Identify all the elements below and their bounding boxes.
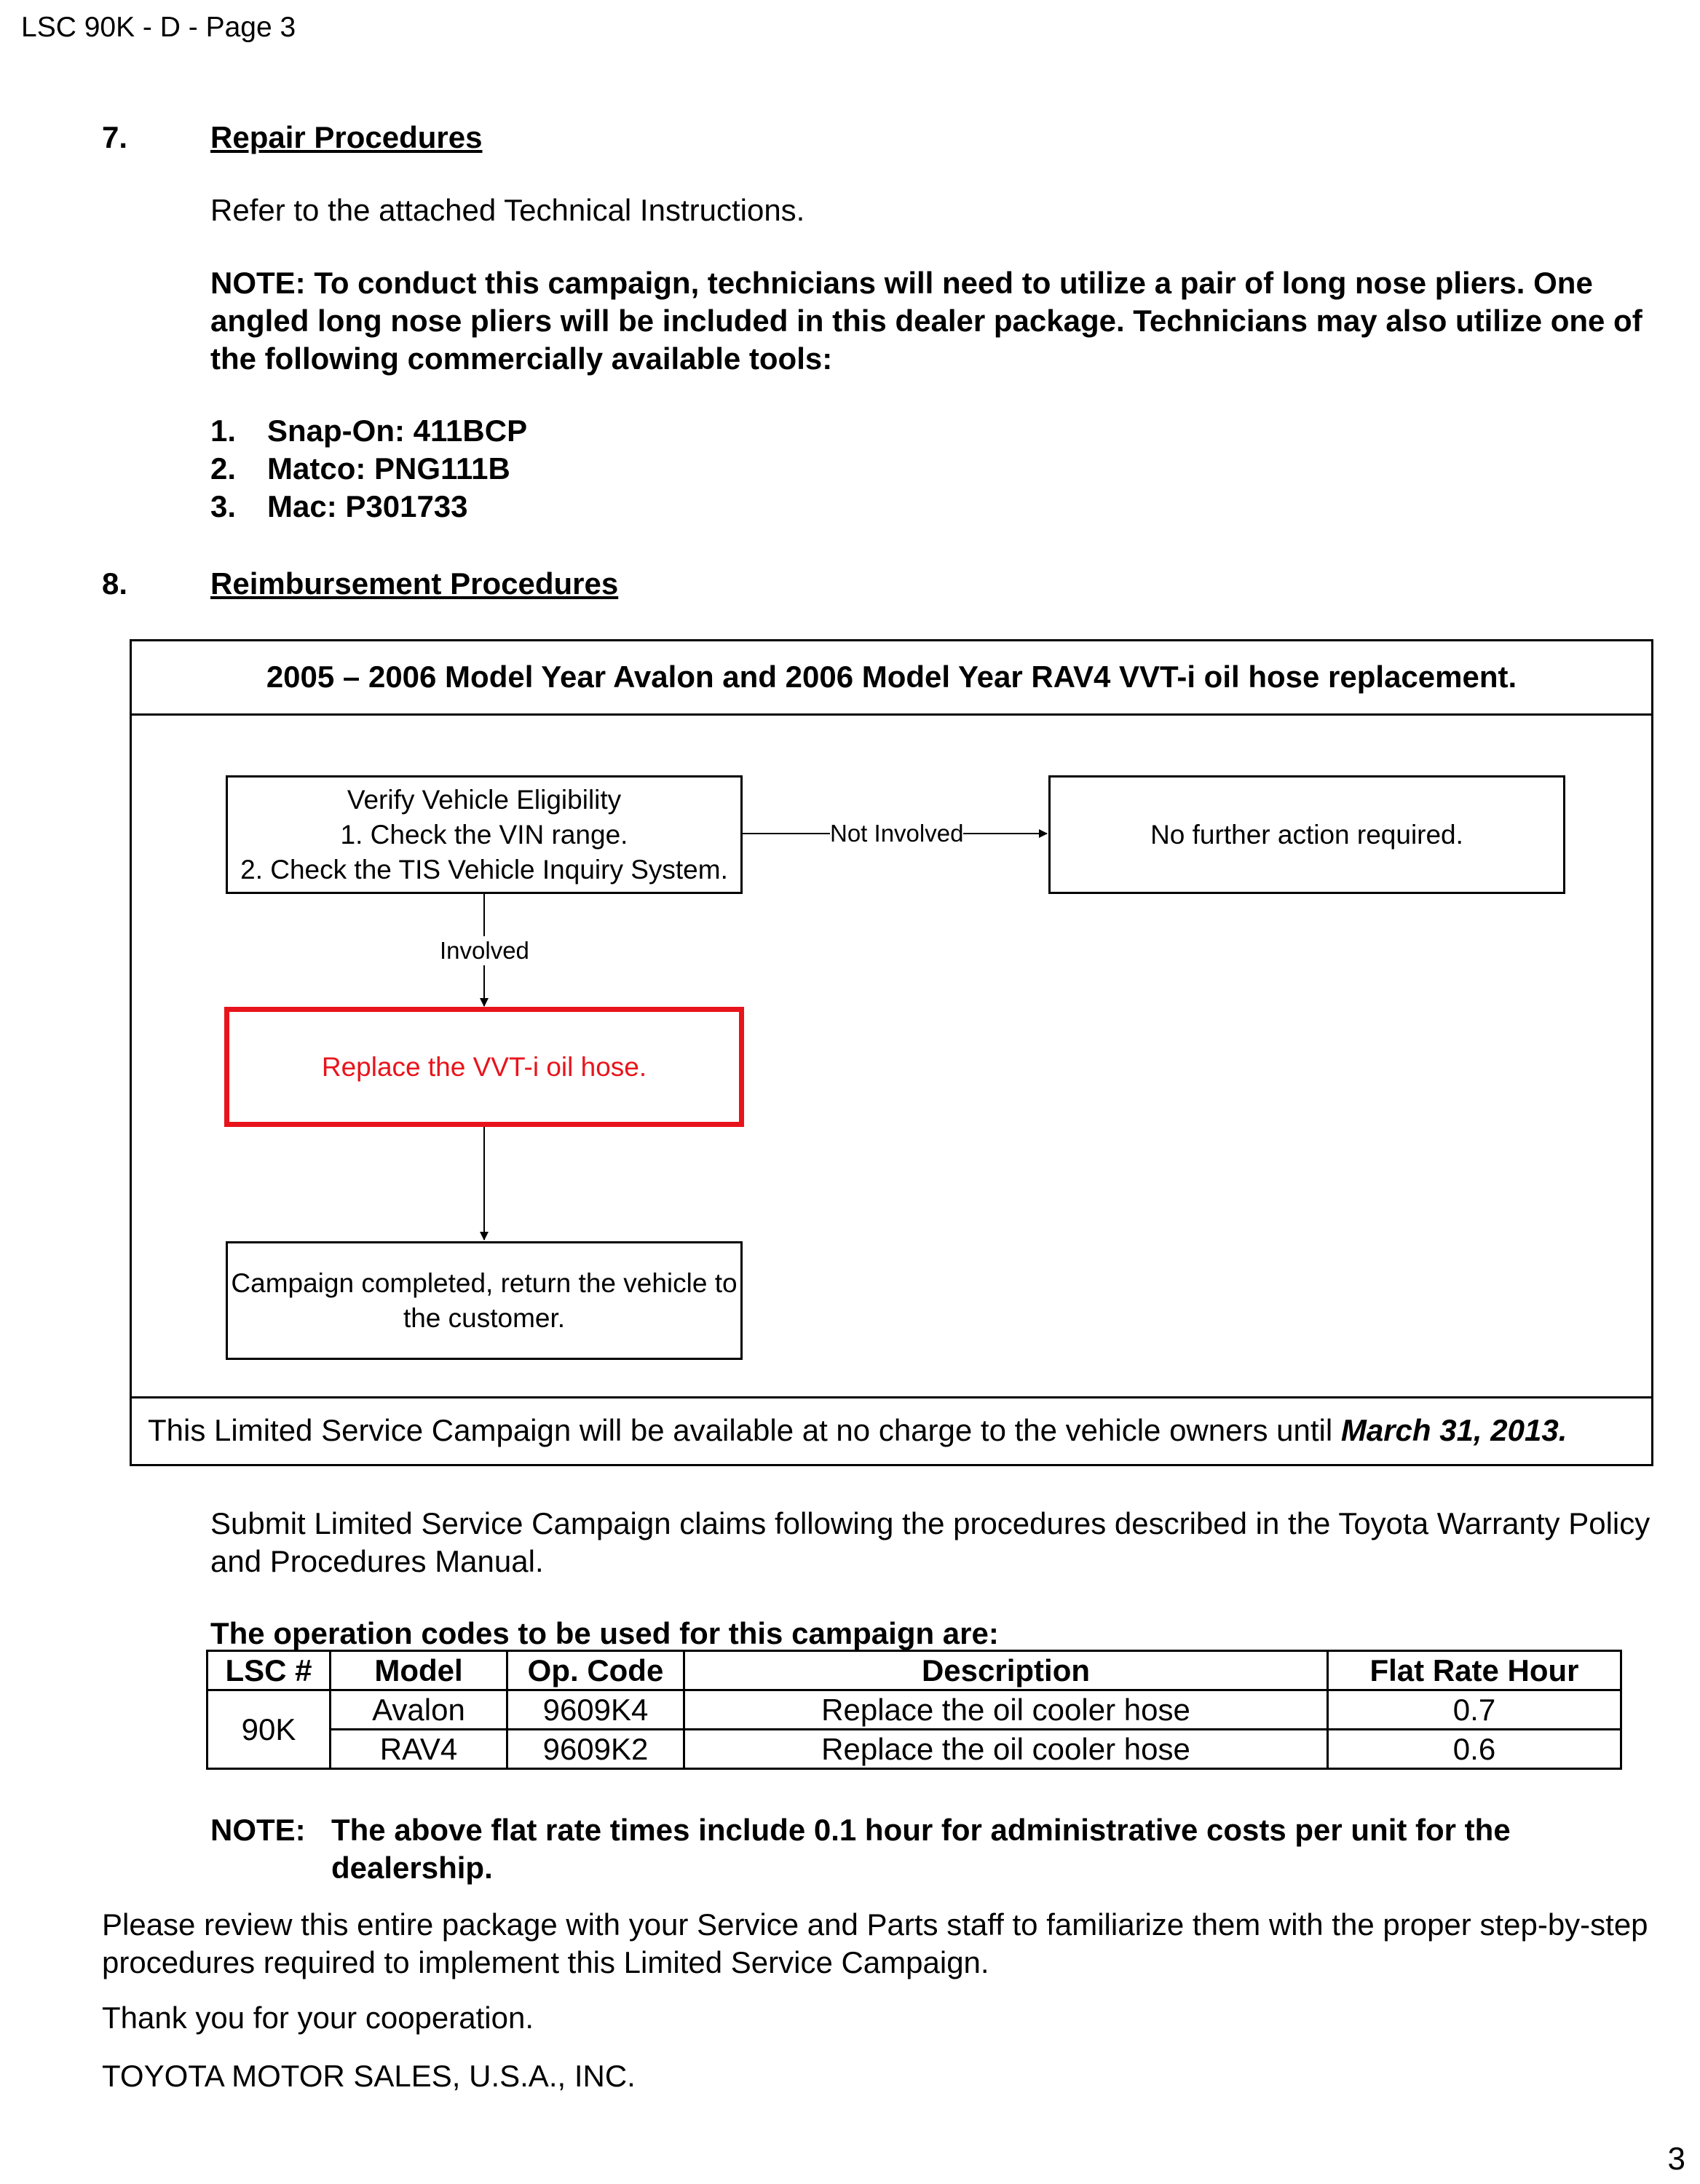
list-item: 2. Matco: PNG111B	[210, 451, 510, 486]
thank-you-text: Thank you for your cooperation.	[102, 2001, 534, 2035]
table-row	[207, 1690, 1621, 1730]
not-involved-label: Not Involved	[830, 820, 964, 847]
column-header: Op. Code	[507, 1651, 684, 1690]
model-cell: RAV4	[331, 1730, 507, 1769]
column-header: Model	[331, 1651, 507, 1690]
description-cell: Replace the oil cooler hose	[684, 1730, 1328, 1769]
campaign-completed-box: Campaign completed, return the vehicle to the customer.	[226, 1241, 743, 1360]
column-header: LSC #	[207, 1651, 331, 1690]
company-name: TOYOTA MOTOR SALES, U.S.A., INC.	[102, 2059, 636, 2093]
op-code-cell: 9609K2	[507, 1730, 684, 1769]
column-header: Description	[684, 1651, 1328, 1690]
section-7-title: Repair Procedures	[210, 120, 483, 154]
verify-eligibility-box: Verify Vehicle Eligibility 1. Check the VIN range. 2. Check the TIS Vehicle Inquiry System.	[226, 775, 743, 894]
table-row	[207, 1730, 1621, 1769]
model-cell: Avalon	[331, 1690, 507, 1730]
section-7-note: NOTE: To conduct this campaign, technicians will need to utilize a pair of long nose pliers. One angled long nose pliers will be included in this dealer package. Technicians may also utilize one of the following commercially available tools:	[210, 266, 1642, 376]
list-item: 1. Snap-On: 411BCP	[210, 414, 528, 448]
page-header: LSC 90K - D - Page 3	[21, 12, 296, 43]
opcodes-heading: The operation codes to be used for this campaign are:	[210, 1616, 999, 1650]
op-code-cell: 9609K4	[507, 1690, 684, 1730]
availability-statement: This Limited Service Campaign will be available at no charge to the vehicle owners until March 31, 2013.	[132, 1396, 1651, 1464]
section-8-title: Reimbursement Procedures	[210, 566, 619, 601]
availability-date: March 31, 2013.	[1340, 1413, 1567, 1447]
replace-hose-box: Replace the VVT-i oil hose.	[224, 1007, 744, 1127]
section-7-number: 7.	[102, 120, 128, 154]
review-package-text: Please review this entire package with your Service and Parts staff to familiarize them with the proper step-by-step procedures required to implement this Limited Service Campaign.	[102, 1907, 1648, 1979]
flat-rate-note-label: NOTE:	[210, 1813, 306, 1847]
page-number: 3	[1667, 2141, 1685, 2177]
reimbursement-box-title: 2005 – 2006 Model Year Avalon and 2006 Model Year RAV4 VVT-i oil hose replacement.	[132, 641, 1651, 716]
flat-rate-cell: 0.7	[1328, 1690, 1621, 1730]
list-item: 3. Mac: P301733	[210, 489, 468, 523]
no-further-action-box: No further action required.	[1048, 775, 1565, 894]
section-7-refer-text: Refer to the attached Technical Instructions.	[210, 193, 805, 227]
column-header: Flat Rate Hour	[1328, 1651, 1621, 1690]
lsc-cell: 90K	[207, 1690, 331, 1769]
description-cell: Replace the oil cooler hose	[684, 1690, 1328, 1730]
submit-claims-text: Submit Limited Service Campaign claims following the procedures described in the Toyota Warranty Policy and Procedures Manual.	[210, 1506, 1650, 1578]
table-header-row	[207, 1651, 1621, 1690]
section-8-number: 8.	[102, 566, 128, 601]
involved-label: Involved	[440, 937, 529, 964]
flat-rate-note-text: The above flat rate times include 0.1 hour for administrative costs per unit for the dealership.	[331, 1813, 1511, 1885]
flat-rate-cell: 0.6	[1328, 1730, 1621, 1769]
operation-codes-table	[206, 1650, 1622, 1770]
